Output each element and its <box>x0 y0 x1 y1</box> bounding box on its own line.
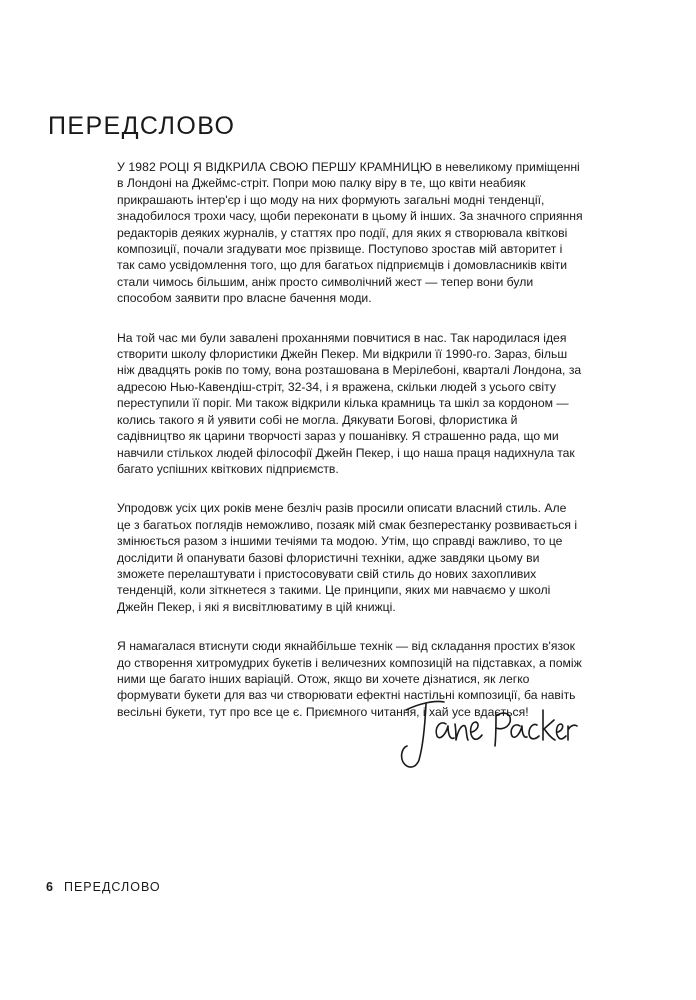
page-footer <box>46 880 161 894</box>
paragraph-text: в невеликому приміщенні в Лондоні на Джеймс-стріт. Попри мою палку віру в те, що квіти неабияк прикрашають інтер'єр і що моду на них формують загальні модні тенденції, знадобилося трохи часу, щоби переконати в цьому й інших. За значного сприяння редакторів деяких журналів, у статтях про події, для яких я створювала квіткові композиції, почали згадувати моє прізвище. Поступово зростав мій авторитет і так само усвідомлення того, що для багатьох підприємців і домовласників квіти стали чимось більшим, аніж просто символічний жест — тепер вони були способом заявити про власне бачення моди. <box>117 160 583 306</box>
paragraph <box>117 330 583 478</box>
paragraph-text: Упродовж усіх цих років мене безліч разів просили описати власний стиль. Але це з багатьох поглядів неможливо, позаяк мій смак безперестанку розвивається і змінюється разом з іншими течіями та модою. Утім, що справді важливо, то це дослідити й опанувати базові флористичні техніки, адже завдяки цьому ви зможете перелаштувати і пристосовувати свій стиль до нових захопливих тенденцій, коли зіткнетеся з такими. Це принципи, яких ми навчаємо у школі Джейн Пекер, і які я висвітлюватиму в цій книжці. <box>117 501 578 614</box>
paragraph-text: Я намагалася втиснути сюди якнайбільше технік — від складання простих в'язок до створення хитромудрих букетів і величезних композицій на підставках, а поміж ними ще багато інших варіацій. Отож, якщо ви хочете дізнатися, як легко формувати букети для ваз чи створювати ефектні настільні композиції, ба навіть весільні букети, тут про все це є. Приємного читання, і хай усе вдається! <box>117 639 582 719</box>
body-text <box>117 159 583 743</box>
signature-image <box>392 688 582 778</box>
paragraph-lead: У 1982 РОЦІ Я ВІДКРИЛА СВОЮ ПЕРШУ КРАМНИЦЮ <box>117 160 433 174</box>
page-number: 6 <box>46 880 54 894</box>
paragraph-text: На той час ми були завалені проханнями повчитися в нас. Так народилася ідея створити школу флористики Джейн Пекер. Ми відкрили її 1990-го. Зараз, більш ніж двадцять років по тому, вона розташована в Мерілебоні, кварталі Лондона, за адресою Нью-Кавендіш-стріт, 32-34, і я вражена, скільки людей з усього світу переступили її поріг. Ми також відкрили кілька крамниць та шкіл за кордоном — колись такого я й уявити собі не могла. Дякувати Богові, флористика й садівництво як царини творчості зараз у пошанівку. Я страшенно рада, що ми навчили стількох людей філософії Джейн Пекер, і що наша праця надихнула так багато успішних квіткових підприємств. <box>117 330 582 476</box>
paragraph <box>117 500 583 615</box>
paragraph <box>117 159 583 307</box>
footer-section-title: ПЕРЕДСЛОВО <box>63 880 161 894</box>
page-title: ПЕРЕДСЛОВО <box>48 112 236 140</box>
